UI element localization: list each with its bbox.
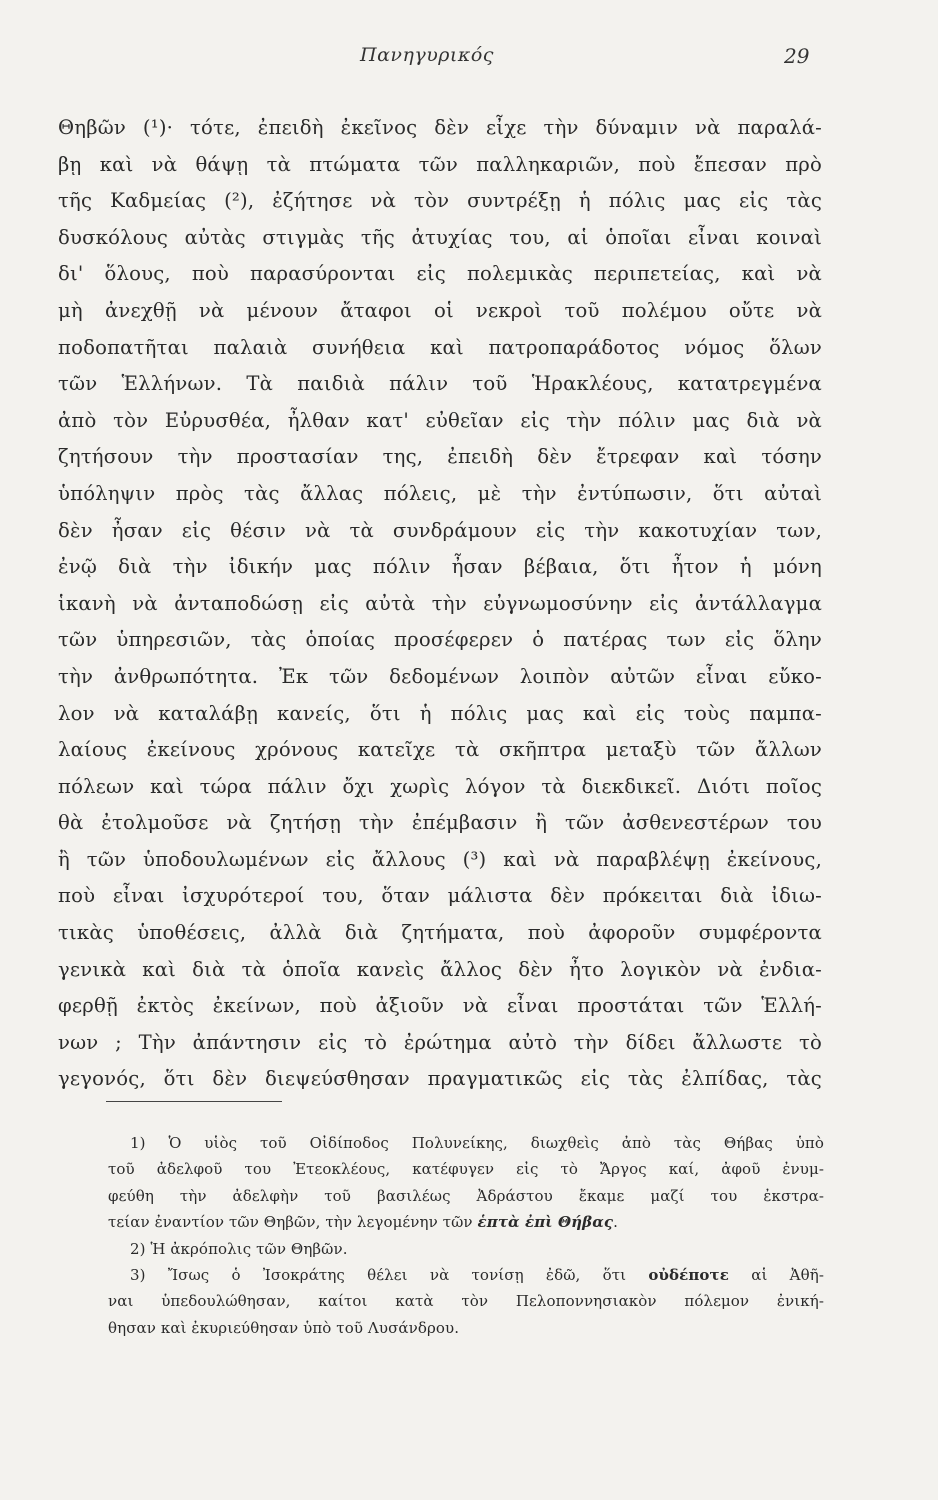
footnote-1-text: τείαν ἐναντίον τῶν Θηβῶν, τὴν λεγομένην τῶν	[108, 1213, 473, 1232]
page-number: 29	[784, 44, 810, 68]
body-line: τῶν Ἑλλήνων. Τὰ παιδιὰ πάλιν τοῦ Ἡρακλέους, κατατρεγμένα	[58, 372, 822, 396]
body-line: τὴν ἀνθρωπότητα. Ἐκ τῶν δεδομένων λοιπὸν αὐτῶν εἶναι εὔκο-	[58, 664, 822, 688]
body-line: γενικὰ καὶ διὰ τὰ ὁποῖα κανεὶς ἄλλος δὲν ἦτο λογικὸν νὰ ἐνδια-	[58, 957, 822, 981]
footnote-3-start: 3) Ἴσως ὁ Ἰσοκράτης θέλει νὰ τονίσῃ ἐδῶ, ὅτι	[130, 1265, 627, 1284]
body-line: θὰ ἐτολμοῦσε νὰ ζητήσῃ τὴν ἐπέμβασιν ἢ τῶν ἀσθενεστέρων του	[58, 811, 822, 835]
footnote-separator	[106, 1101, 282, 1102]
footnote-1-italic-title: ἑπτὰ ἐπὶ Θήβας	[477, 1213, 614, 1232]
body-line: ποὺ εἶναι ἰσχυρότεροί του, ὅταν μάλιστα δὲν πρόκειται διὰ ἰδιω-	[58, 884, 822, 908]
footnote-3-line	[108, 1262, 824, 1288]
body-line: ἀπὸ τὸν Εὐρυσθέα, ἦλθαν κατ' εὐθεῖαν εἰς τὴν πόλιν μας διὰ νὰ	[58, 408, 822, 432]
body-line: δι' ὅλους, ποὺ παρασύρονται εἰς πολεμικὰς περιπετείας, καὶ νὰ	[58, 262, 822, 286]
body-line: λον νὰ καταλάβῃ κανείς, ὅτι ἡ πόλις μας καὶ εἰς τοὺς παμπα-	[58, 701, 822, 725]
body-line: Θηβῶν (¹)· τότε, ἐπειδὴ ἐκεῖνος δὲν εἶχε τὴν δύναμιν νὰ παραλά-	[58, 116, 822, 139]
footnote-1-line: τοῦ ἀδελφοῦ του Ἐτεοκλέους, κατέφυγεν εἰς τὸ Ἄργος καί, ἀφοῦ ἐνυμ-	[108, 1160, 824, 1179]
body-line: ζητήσουν τὴν προστασίαν της, ἐπειδὴ δὲν ἔτρεφαν καὶ τόσην	[58, 445, 822, 469]
body-line: ὑπόληψιν πρὸς τὰς ἄλλας πόλεις, μὲ τὴν ἐντύπωσιν, ὅτι αὐταὶ	[58, 481, 822, 505]
body-line: ποδοπατῆται παλαιὰ συνήθεια καὶ πατροπαράδοτος νόμος ὅλων	[58, 335, 822, 359]
body-line: ἢ τῶν ὑποδουλωμένων εἰς ἄλλους (³) καὶ νὰ παραβλέψῃ ἐκείνους,	[58, 847, 822, 871]
body-line: νων ; Τὴν ἀπάντησιν εἰς τὸ ἐρώτημα αὐτὸ τὴν δίδει ἄλλωστε τὸ	[58, 1030, 822, 1054]
footnote-2: 2) Ἡ ἀκρόπολις τῶν Θηβῶν.	[130, 1239, 348, 1258]
footnotes	[108, 1130, 824, 1341]
footnote-1-period: .	[613, 1213, 618, 1232]
footnote-3-emphasis: οὐδέποτε	[648, 1265, 729, 1284]
body-line: γεγονός, ὅτι δὲν διεψεύσθησαν πραγματικῶς εἰς τὰς ἐλπίδας, τὰς	[58, 1067, 822, 1091]
body-line: ἱκανὴ νὰ ἀνταποδώσῃ εἰς αὐτὰ τὴν εὐγνωμοσύνην εἰς ἀντάλλαγμα	[58, 591, 822, 615]
body-line: μὴ ἀνεχθῇ νὰ μένουν ἄταφοι οἱ νεκροὶ τοῦ πολέμου οὔτε νὰ	[58, 298, 822, 322]
body-line: ἐνῷ διὰ τὴν ἰδικήν μας πόλιν ἦσαν βέβαια, ὅτι ἦτον ἡ μόνη	[58, 555, 822, 579]
body-line: δυσκόλους αὐτὰς στιγμὰς τῆς ἀτυχίας του, αἱ ὁποῖαι εἶναι κοιναὶ	[58, 225, 822, 249]
running-title: Πανηγυρικός	[360, 44, 494, 66]
body-line: δὲν ἦσαν εἰς θέσιν νὰ τὰ συνδράμουν εἰς τὴν κακοτυχίαν των,	[58, 518, 822, 542]
footnote-1-line: 1) Ὁ υἱὸς τοῦ Οἰδίποδος Πολυνείκης, διωχθεὶς ἀπὸ τὰς Θήβας ὑπὸ	[130, 1134, 824, 1152]
body-line: βῃ καὶ νὰ θάψῃ τὰ πτώματα τῶν παλληκαριῶν, ποὺ ἔπεσαν πρὸ	[58, 152, 822, 176]
footnote-1-line	[108, 1209, 824, 1235]
body-line: τῆς Καδμείας (²), ἐζήτησε νὰ τὸν συντρέξῃ ἡ πόλις μας εἰς τὰς	[58, 189, 822, 213]
body-line: πόλεων καὶ τώρα πάλιν ὄχι χωρὶς λόγον τὰ διεκδικεῖ. Διότι ποῖος	[58, 774, 822, 798]
footnote-3-line: ναι ὑπεδουλώθησαν, καίτοι κατὰ τὸν Πελοποννησιακὸν πόλεμον ἐνική-	[108, 1292, 824, 1311]
body-text	[58, 110, 822, 1098]
footnote-1-line: φεύθη τὴν ἀδελφὴν τοῦ βασιλέως Ἀδράστου ἔκαμε μαζί του ἐκστρα-	[108, 1186, 824, 1205]
footnote-3-line: θησαν καὶ ἐκυριεύθησαν ὑπὸ τοῦ Λυσάνδρου.	[108, 1318, 460, 1337]
body-line: τῶν ὑπηρεσιῶν, τὰς ὁποίας προσέφερεν ὁ πατέρας των εἰς ὅλην	[58, 628, 822, 652]
body-line: λαίους ἐκείνους χρόνους κατεῖχε τὰ σκῆπτρα μεταξὺ τῶν ἄλλων	[58, 738, 822, 762]
footnote-3-end: αἱ Ἀθῆ-	[751, 1265, 824, 1284]
body-line: φερθῇ ἐκτὸς ἐκείνων, ποὺ ἀξιοῦν νὰ εἶναι προστάται τῶν Ἑλλή-	[58, 994, 822, 1018]
body-line: τικὰς ὑποθέσεις, ἀλλὰ διὰ ζητήματα, ποὺ ἀφοροῦν συμφέροντα	[58, 921, 822, 945]
